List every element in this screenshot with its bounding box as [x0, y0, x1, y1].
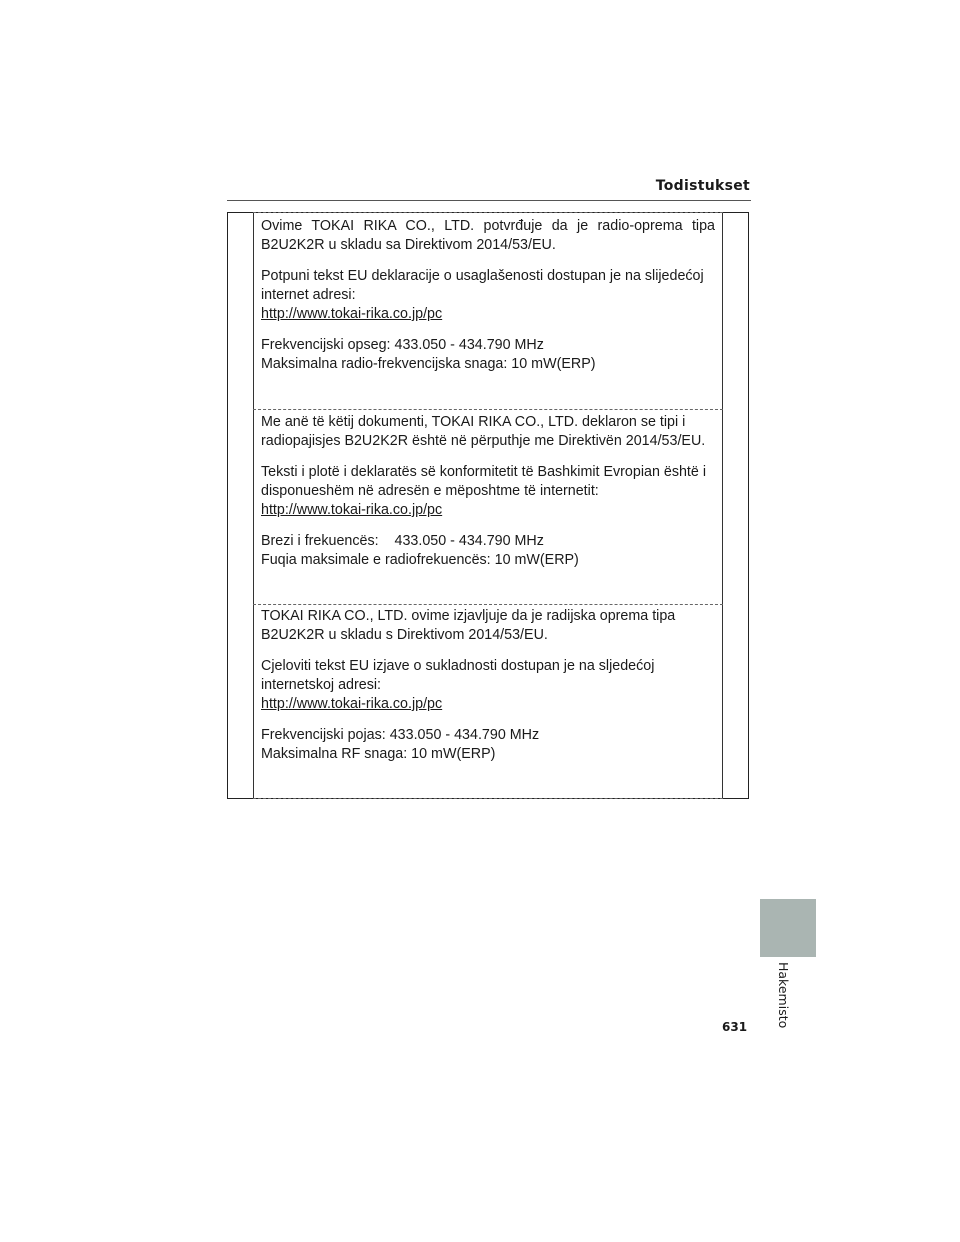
section-2-line-4: disponueshëm në adresën e mëposhtme të internetit: [261, 483, 599, 499]
section-divider-2 [253, 604, 723, 605]
header-divider [227, 200, 751, 201]
page-section-title: Todistukset [655, 178, 750, 194]
section-3-url-link[interactable]: http://www.tokai-rika.co.jp/pc [261, 696, 443, 712]
section-3-line-2: B2U2K2R u skladu s Direktivom 2014/53/EU. [261, 627, 548, 643]
section-1-line-4: internet adresi: [261, 287, 356, 303]
section-1-power: Maksimalna radio-frekvencijska snaga: 10 mW(ERP) [261, 356, 596, 372]
declaration-section-1 [253, 217, 723, 386]
section-2-power: Fuqia maksimale e radiofrekuencës: 10 mW(ERP) [261, 552, 579, 568]
section-divider-top [253, 212, 723, 213]
declaration-section-2 [253, 413, 723, 582]
section-2-line-1: Me anë të këtij dokumenti, TOKAI RIKA CO., LTD. deklaron se tipi i [261, 414, 686, 430]
section-divider-bottom [253, 798, 723, 799]
section-2-line-3: Teksti i plotë i deklaratës së konformitetit të Bashkimit Evropian është i [261, 464, 706, 480]
section-divider-1 [253, 409, 723, 410]
declaration-section-3 [253, 607, 723, 776]
section-1-line-2: B2U2K2R u skladu sa Direktivom 2014/53/EU. [261, 237, 556, 253]
section-1-frequency: Frekvencijski opseg: 433.050 - 434.790 MHz [261, 337, 544, 353]
section-2-frequency: Brezi i frekuencës: 433.050 - 434.790 MHz [261, 533, 544, 549]
section-2-line-2: radiopajisjes B2U2K2R është në përputhje me Direktivën 2014/53/EU. [261, 433, 706, 449]
section-1-line-1: Ovime TOKAI RIKA CO., LTD. potvrđuje da je radio-oprema tipa [261, 218, 715, 234]
index-tab-label: Hakemisto [776, 962, 791, 1029]
section-3-frequency: Frekvencijski pojas: 433.050 - 434.790 MHz [261, 727, 540, 743]
section-3-line-4: internetskoj adresi: [261, 677, 381, 693]
index-thumb-tab [760, 899, 816, 957]
section-1-line-3: Potpuni tekst EU deklaracije o usaglašenosti dostupan je na slijedećoj [261, 268, 704, 284]
section-1-url-link[interactable]: http://www.tokai-rika.co.jp/pc [261, 306, 443, 322]
page-number: 631 [722, 1020, 748, 1034]
section-3-power: Maksimalna RF snaga: 10 mW(ERP) [261, 746, 496, 762]
section-2-url-link[interactable]: http://www.tokai-rika.co.jp/pc [261, 502, 443, 518]
section-3-line-1: TOKAI RIKA CO., LTD. ovime izjavljuje da je radijska oprema tipa [261, 608, 676, 624]
section-3-line-3: Cjeloviti tekst EU izjave o sukladnosti dostupan je na sljedećoj [261, 658, 655, 674]
